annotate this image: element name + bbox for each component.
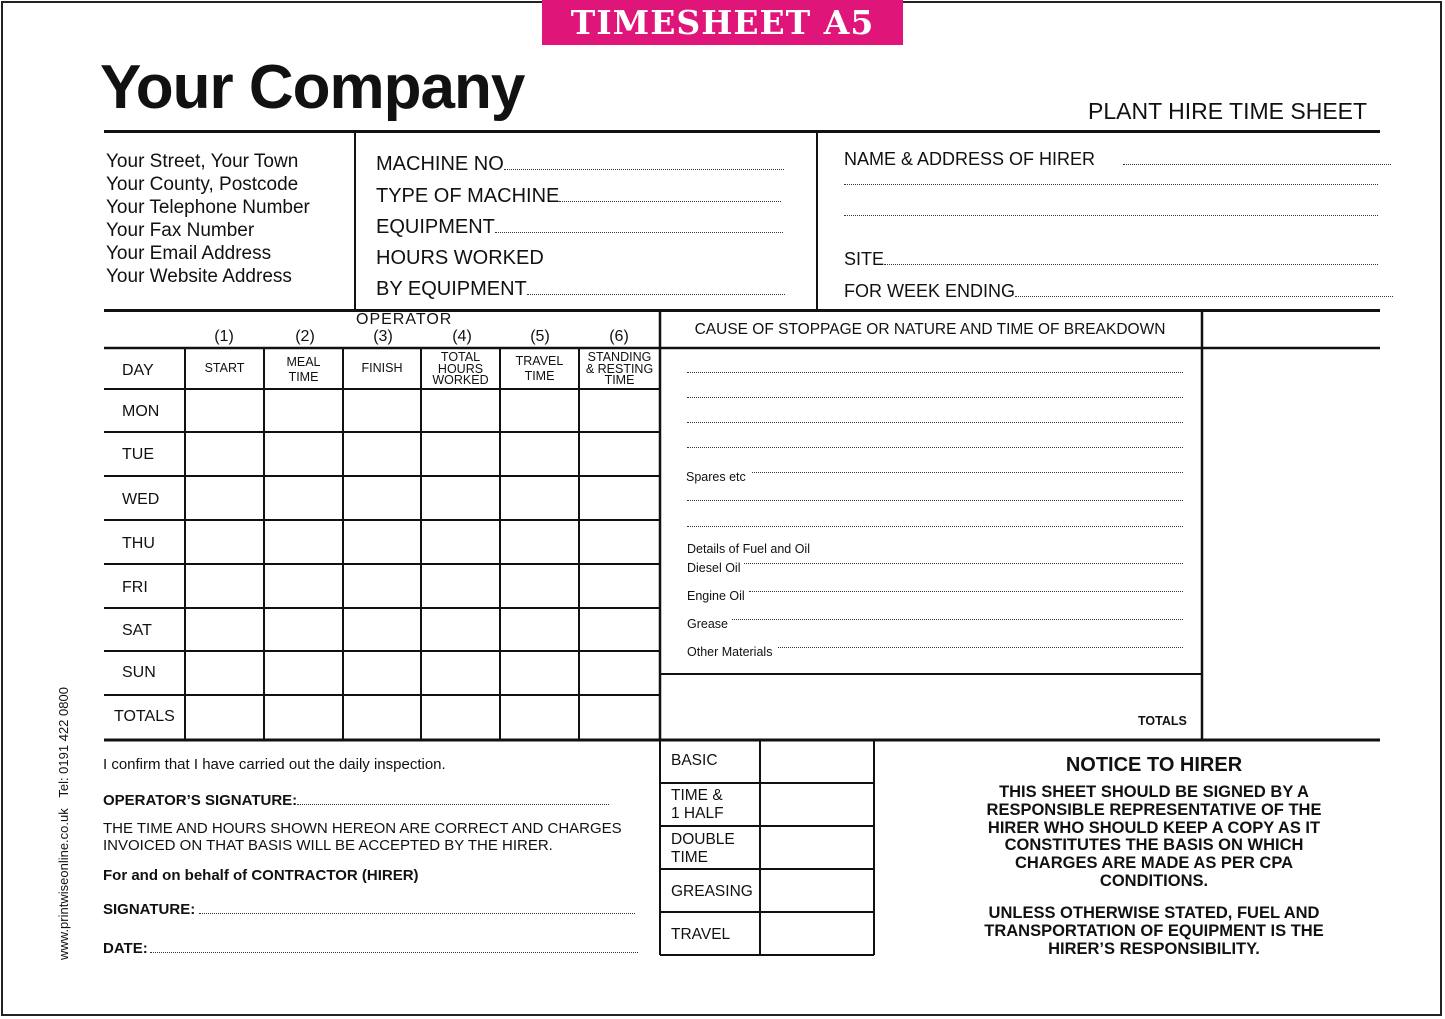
engine-oil-line[interactable]	[749, 591, 1183, 592]
day-header: DAY	[122, 362, 154, 379]
breakdown-line[interactable]	[687, 447, 1183, 448]
breakdown-line[interactable]	[687, 372, 1183, 373]
day-mon: MON	[122, 403, 160, 420]
notice-para1: THIS SHEET SHOULD BE SIGNED BY A RESPONSIBLE REPRESENTATIVE OF THE HIRER WHO SHOULD KEEP A COPY AS IT CONSTITUTES THE BASIS ON WHICH CHARGES ARE MADE AS PER CPA CONDITIONS.	[986, 783, 1322, 890]
hirer-label: NAME & ADDRESS OF HIRER	[844, 149, 1096, 169]
site-label: SITE	[844, 249, 885, 269]
col-number: (5)	[530, 328, 550, 345]
day-wed: WED	[122, 491, 160, 508]
address-line: Your Street, Your Town	[106, 151, 299, 172]
statement-text: THE TIME AND HOURS SHOWN HEREON ARE CORRECT AND CHARGES INVOICED ON THAT BASIS WILL BE ACCEPTED BY THE HIRER.	[103, 820, 622, 854]
operator-signature-field[interactable]	[103, 792, 609, 809]
spares-line[interactable]	[752, 472, 1183, 473]
diesel-label: Diesel Oil	[687, 561, 741, 575]
day-sun: SUN	[122, 664, 156, 681]
side-contact-text: www.printwiseonline.co.uk Tel: 0191 422 0800	[56, 687, 71, 960]
address-line: Your Telephone Number	[106, 197, 310, 218]
company-name: Your Company	[100, 53, 525, 122]
start-header: START	[204, 361, 245, 375]
engine-oil-label: Engine Oil	[687, 589, 745, 603]
standing-header: STANDING & RESTING TIME	[585, 350, 654, 387]
address-line: Your Website Address	[106, 266, 292, 287]
other-materials-label: Other Materials	[687, 645, 773, 659]
day-sat: SAT	[122, 622, 152, 639]
day-totals: TOTALS	[114, 708, 175, 725]
behalf-text: For and on behalf of CONTRACTOR (HIRER)	[103, 867, 419, 884]
day-tue: TUE	[122, 446, 154, 463]
banner: TIMESHEET A5 #2	[542, 0, 903, 45]
breakdown-totals-label: TOTALS	[1138, 714, 1187, 728]
breakdown-header: CAUSE OF STOPPAGE OR NATURE AND TIME OF BREAKDOWN	[694, 321, 1166, 338]
grease-label: Grease	[687, 617, 728, 631]
breakdown-line[interactable]	[687, 397, 1183, 398]
hours-worked-label: HOURS WORKED	[376, 247, 544, 269]
grease-line[interactable]	[732, 619, 1183, 620]
travel-time-header: TRAVEL TIME	[515, 354, 564, 383]
week-ending-label: FOR WEEK ENDING	[844, 281, 1016, 301]
equipment-label: EQUIPMENT	[376, 216, 495, 238]
sheet-title: PLANT HIRE TIME SHEET	[1088, 98, 1368, 124]
other-materials-line[interactable]	[778, 647, 1183, 648]
total-hours-header: TOTAL HOURS WORKED	[432, 350, 489, 387]
fuel-details-label: Details of Fuel and Oil	[687, 542, 810, 556]
confirm-text: I confirm that I have carried out the daily inspection.	[103, 756, 446, 773]
machine-no-label: MACHINE NO	[376, 153, 504, 175]
notice-title: NOTICE TO HIRER	[1065, 754, 1243, 776]
breakdown-line[interactable]	[687, 422, 1183, 423]
day-fri: FRI	[122, 579, 148, 596]
col-number: (6)	[609, 328, 629, 345]
spares-label: Spares etc	[686, 470, 746, 484]
by-equipment-label: BY EQUIPMENT	[376, 278, 527, 300]
operator-signature-label: OPERATOR’S SIGNATURE:	[103, 792, 298, 809]
col-number: (2)	[295, 328, 315, 345]
date-label: DATE:	[103, 940, 148, 957]
notice-para2: UNLESS OTHERWISE STATED, FUEL AND TRANSPORTATION OF EQUIPMENT IS THE HIRER’S RESPONSIBILITY.	[984, 904, 1324, 958]
rate-travel: TRAVEL	[671, 926, 731, 943]
breakdown-line[interactable]	[687, 526, 1183, 527]
signature-label: SIGNATURE:	[103, 901, 196, 918]
breakdown-line[interactable]	[687, 500, 1183, 501]
signature-field[interactable]	[103, 901, 635, 918]
rate-time-half: TIME & 1 HALF	[671, 787, 724, 822]
date-field[interactable]	[103, 940, 638, 957]
operator-label: OPERATOR	[356, 311, 453, 328]
col-number: (1)	[214, 328, 234, 345]
col-number: (4)	[452, 328, 472, 345]
meal-time-header: MEAL TIME	[286, 355, 321, 384]
diesel-line[interactable]	[744, 563, 1183, 564]
address-line: Your County, Postcode	[106, 174, 299, 195]
address-line: Your Email Address	[106, 243, 272, 264]
rate-greasing: GREASING	[671, 883, 753, 900]
finish-header: FINISH	[361, 361, 403, 375]
rate-basic: BASIC	[671, 752, 718, 769]
col-number: (3)	[373, 328, 393, 345]
address-line: Your Fax Number	[106, 220, 255, 241]
type-label: TYPE OF MACHINE	[376, 185, 560, 207]
rate-double: DOUBLE TIME	[671, 831, 735, 866]
day-thu: THU	[122, 535, 155, 552]
